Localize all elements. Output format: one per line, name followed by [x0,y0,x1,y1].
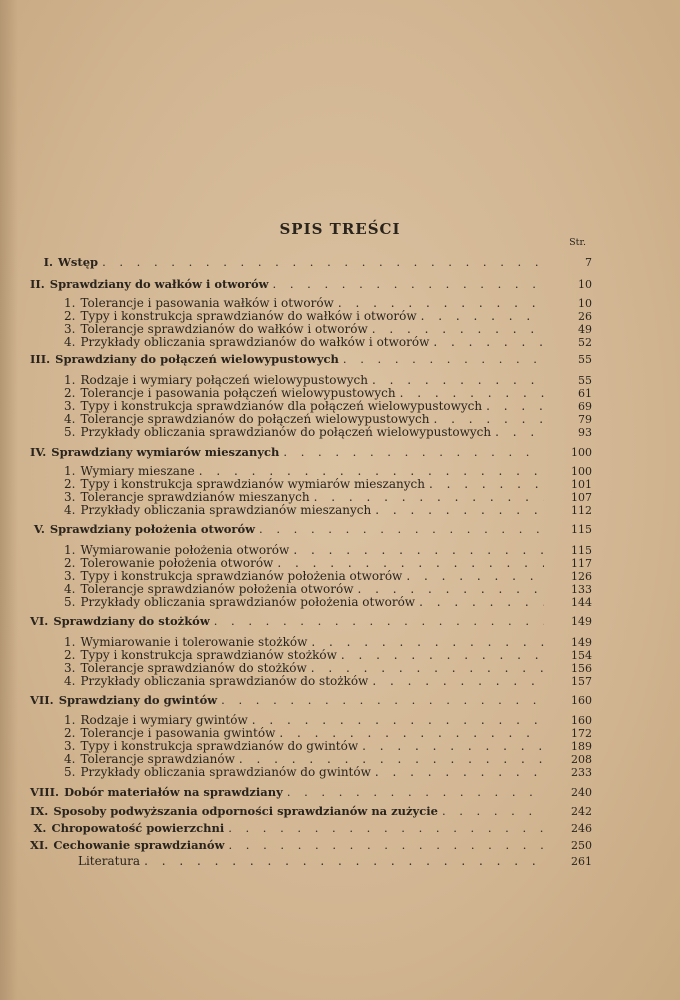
toc-text: Przykłady obliczania sprawdzianów położenia otworów [80,595,416,609]
toc-text: Tolerancje sprawdzianów położenia otworów [80,582,354,596]
toc-page-number: 189 [571,740,592,753]
toc-page-number: 149 [571,636,592,649]
toc-page-number: 261 [571,855,592,868]
toc-number: 1. [64,635,76,649]
toc-number: 1. [64,296,76,310]
toc-text: Literatura [78,854,141,868]
toc-section [64,595,592,609]
toc-page-number: 156 [571,662,592,675]
toc-chapter [30,614,592,628]
toc-number: 5. [64,765,76,779]
toc-page-number: 157 [571,675,592,688]
dot-leader [419,596,544,609]
toc-text: Wymiary mieszane [80,464,195,478]
dot-leader [375,504,544,517]
toc-number: 2. [64,648,76,662]
toc-text: Przykłady obliczania sprawdzianów do stożków [80,674,369,688]
toc-page-number: 100 [571,465,592,478]
toc-text: Sprawdziany do gwintów [58,693,218,707]
dot-leader [228,822,544,835]
toc-number: II. [30,277,45,291]
toc-text: Tolerancje sprawdzianów [80,752,235,766]
toc-page-number: 160 [571,714,592,727]
toc-page-number: 100 [571,446,592,459]
toc-text: Sprawdziany położenia otworów [49,522,256,536]
toc-page-number: 112 [571,504,592,517]
toc-page-number: 55 [578,374,592,387]
toc-number: XI. [30,838,49,852]
toc-page-number: 149 [571,615,592,628]
toc-chapter [30,522,592,536]
toc-number: 4. [64,582,76,596]
toc-chapter [30,693,592,707]
toc-page-number: 246 [571,822,592,835]
dot-leader [429,478,544,491]
toc-text: Typy i konstrukcja sprawdzianów dla połączeń wielowypustowych [80,399,483,413]
toc-page-number: 154 [571,649,592,662]
toc-number: IX. [30,804,49,818]
toc-number: 4. [64,503,76,517]
toc-text: Tolerancje i pasowania połączeń wielowypustowych [80,386,396,400]
toc-number: 4. [64,752,76,766]
dot-leader [259,523,544,536]
dot-leader [283,446,544,459]
toc-number: VI. [30,614,49,628]
toc-number: 3. [64,399,76,413]
toc-page-number: 52 [578,336,592,349]
toc-number: 2. [64,386,76,400]
toc-section [64,425,592,439]
toc-page-number: 79 [578,413,592,426]
toc-text: Sprawdziany wymiarów mieszanych [51,445,280,459]
dot-leader [341,649,544,662]
toc-text: Chropowatość powierzchni [51,821,225,835]
dot-leader [228,839,544,852]
toc-chapter [30,277,592,291]
toc-text: Przykłady obliczania sprawdzianów mieszanych [80,503,372,517]
toc-chapter [30,352,592,366]
toc-number: 1. [64,543,76,557]
toc-section [64,503,592,517]
toc-page-number: 233 [571,766,592,779]
toc-page-number: 55 [578,353,592,366]
toc-chapter [30,838,592,852]
toc-page-number: 240 [571,786,592,799]
toc-page-number: 61 [578,387,592,400]
toc-chapter [30,821,592,835]
toc-page-number: 242 [571,805,592,818]
toc-number: 1. [64,464,76,478]
toc-chapter [30,804,592,818]
toc-page-number: 250 [571,839,592,852]
toc-number: IV. [30,445,47,459]
dot-leader [102,256,544,269]
toc-page-number: 115 [571,523,592,536]
toc-text: Typy i konstrukcja sprawdzianów wymiarów mieszanych [80,477,425,491]
toc-number: 5. [64,425,76,439]
toc-page-number: 7 [585,256,592,269]
toc-text: Wstęp [58,255,99,269]
toc-number: 4. [64,412,76,426]
toc-text: Przykłady obliczania sprawdzianów do gwintów [80,765,371,779]
toc-text: Cechowanie sprawdzianów [53,838,225,852]
toc-page-number: 160 [571,694,592,707]
toc-literature [64,854,592,868]
dot-leader [421,310,544,323]
toc-text: Wymiarowanie i tolerowanie stożków [80,635,308,649]
toc-number: 2. [64,309,76,323]
toc-text: Sprawdziany do połączeń wielowypustowych [55,352,339,366]
toc-number: 3. [64,490,76,504]
toc-text: Sposoby podwyższania odporności sprawdzianów na zużycie [53,804,438,818]
toc-text: Sprawdziany do wałków i otworów [49,277,269,291]
dot-leader [486,400,544,413]
toc-number: 1. [64,373,76,387]
toc-page-number: 49 [578,323,592,336]
toc-text: Tolerancje sprawdzianów mieszanych [80,490,310,504]
toc-number: 2. [64,726,76,740]
toc-section [64,765,592,779]
toc-page-number: 208 [571,753,592,766]
toc-page-number: 172 [571,727,592,740]
dot-leader [362,740,544,753]
toc-text: Rodzaje i wymiary gwintów [80,713,248,727]
dot-leader [144,855,544,868]
dot-leader [311,636,544,649]
toc-number: 3. [64,322,76,336]
toc-text: Tolerowanie położenia otworów [80,556,274,570]
toc-number: VIII. [30,785,60,799]
toc-text: Tolerancje i pasowania wałków i otworów [80,296,334,310]
toc-text: Tolerancje sprawdzianów do połączeń wielowypustowych [80,412,430,426]
page-edge-shadow [0,0,18,1000]
toc-chapter [30,445,592,459]
dot-leader [252,714,544,727]
toc-text: Typy i konstrukcja sprawdzianów do wałków i otworów [80,309,417,323]
page-column-label: Str. [569,237,586,248]
dot-leader [372,374,544,387]
toc-text: Typy i konstrukcja sprawdzianów położenia otworów [80,569,403,583]
toc-number: 3. [64,661,76,675]
toc-page-number: 26 [578,310,592,323]
toc-number: 2. [64,556,76,570]
toc-number: 3. [64,569,76,583]
toc-text: Wymiarowanie położenia otworów [80,543,290,557]
toc-number: X. [33,821,47,835]
dot-leader [375,766,544,779]
toc-text: Tolerancje sprawdzianów do wałków i otworów [80,322,368,336]
toc-number: V. [33,522,45,536]
toc-number: 3. [64,739,76,753]
toc-page-number: 126 [571,570,592,583]
toc-number: I. [43,255,53,269]
dot-leader [287,786,544,799]
dot-leader [214,615,544,628]
toc-page-number: 133 [571,583,592,596]
toc-page-number: 144 [571,596,592,609]
toc-number: VII. [30,693,54,707]
dot-leader [433,336,544,349]
toc-text: Przykłady obliczania sprawdzianów do wałków i otworów [80,335,430,349]
toc-number: III. [30,352,51,366]
toc-page-number: 69 [578,400,592,413]
dot-leader [372,675,544,688]
toc-text: Przykłady obliczania sprawdzianów do połączeń wielowypustowych [80,425,492,439]
dot-leader [273,278,544,291]
dot-leader [406,570,544,583]
toc-chapter [30,785,592,799]
toc-number: 1. [64,713,76,727]
toc-text: Typy i konstrukcja sprawdzianów stożków [80,648,337,662]
toc-number: 2. [64,477,76,491]
toc-text: Dobór materiałów na sprawdziany [64,785,283,799]
dot-leader [495,426,544,439]
toc-page-number: 101 [571,478,592,491]
dot-leader [221,694,544,707]
toc-number: 5. [64,595,76,609]
dot-leader [293,544,544,557]
toc-page-number: 107 [571,491,592,504]
toc-number: 4. [64,335,76,349]
dot-leader [343,353,544,366]
toc-section [64,674,592,688]
toc-text: Typy i konstrukcja sprawdzianów do gwintów [80,739,359,753]
dot-leader [442,805,544,818]
toc-text: Tolerancje i pasowania gwintów [80,726,276,740]
toc-title: SPIS TREŚCI [279,220,401,238]
toc-text: Tolerancje sprawdzianów do stożków [80,661,307,675]
toc-chapter [30,255,592,269]
toc-number: 4. [64,674,76,688]
toc-page-number: 10 [578,278,592,291]
toc-section [64,335,592,349]
toc-page-number: 10 [578,297,592,310]
toc-page-number: 117 [571,557,592,570]
toc-text: Rodzaje i wymiary połączeń wielowypustowych [80,373,368,387]
toc-page-number: 115 [571,544,592,557]
toc-text: Sprawdziany do stożków [53,614,210,628]
toc-page-number: 93 [578,426,592,439]
